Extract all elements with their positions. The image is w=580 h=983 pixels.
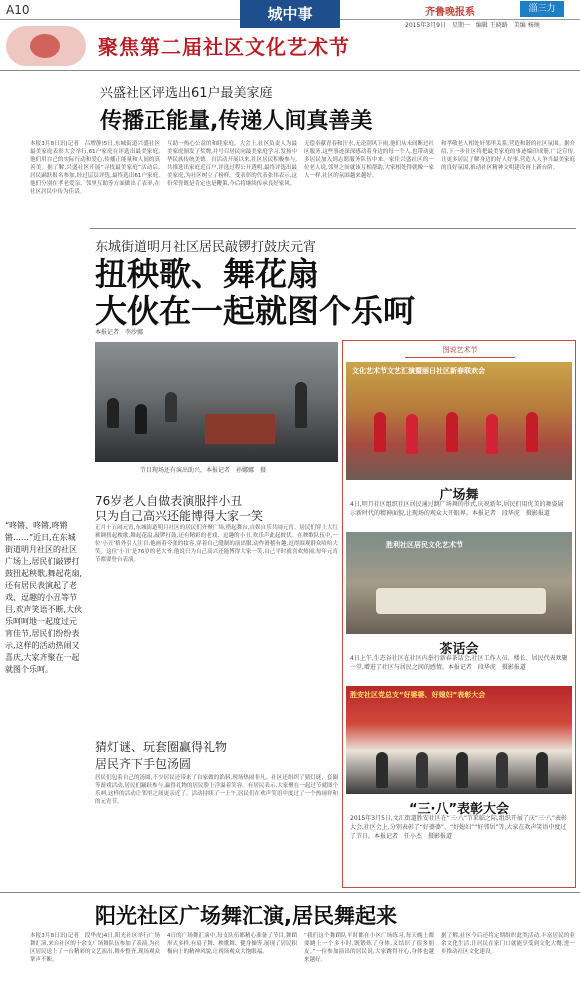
square-dance-photo <box>346 362 572 480</box>
divider <box>90 228 576 229</box>
sidebar-note: “咚锵、咚锵,咚锵锵……”近日,在东城街道明月社区的社区广场上,居民们敲锣打鼓扭起秧歌,舞起花扇,还有居民表演起了老戏、逗趣的小丑等节目,欢声笑语不断,大伙乐呵呵地一起度过元宵佳节,居民们纷纷表示,这样的活动热闹又喜庆,大家齐聚在一起就图个乐呵。 <box>5 521 83 674</box>
band-photo <box>95 342 338 462</box>
tea-party-title: 茶话会 <box>439 642 479 657</box>
page-number: A10 <box>6 3 30 17</box>
story2-headline-line2: 大伙在一起就图个乐呵 <box>95 292 416 330</box>
story3-column: 本报3月8日讯(记者 段华虎)4日,阳光社区举行广场舞汇演,来自社区的十余支广场舞队伍参加了表演,为社区居民送上了一台精彩的文艺演出,舞步整齐,现场观众掌声不断。 <box>30 933 160 963</box>
square-dance-caption: 4日,明月社区组织社区居民通过跳广场舞的形式,庆祝新年,居民们用优美的舞姿展示新时代的精神面貌,让现场的观众大开眼界。本报记者 段华虎 摄影报道 <box>350 501 564 517</box>
paper-tag: 淄三力 <box>520 1 564 17</box>
award-ceremony-photo <box>346 686 572 794</box>
story1-column: 无偿奉献青春和汗水,无论刮风下雨,他们从未间断过社区服务,这些事迹深深感动着身边的每一个人,也带动更多居民加入到志愿服务队伍中来。家住兴盛社区的一位老人说,邻里之间就该互相帮助,大家相处得就像一家人一样,社区的氛围越来越好。 <box>304 141 434 179</box>
story2-headline-line1: 扭秧歌、舞花扇 <box>95 255 320 293</box>
story1-column: 本报3月8日讯(记者 吕增静)5日,东城街道兴盛社区最美家庭表彰大会举行,61户家庭在评选出最美家庭,他们用自己的实际行动和爱心,传播正能量和人间的真善美。据了解,兴盛社区开展“寻找最美家庭”活动后,居民踊跃报名参加,经过层层评选,最终选出61户家庭,他们分别在孝老爱亲、邻里互助等方面做出了表率,在社区居民中传为佳话。 <box>30 141 160 195</box>
story1-column: 和孝敬老人相处好邻里关系,营造和谐的社区氛围。据介绍,下一步社区将把最美家庭的事迹编印成册,广泛宣传,让更多居民了解身边的好人好事,营造人人争当最美家庭的良好氛围,推动社区精神文明建设再上新台阶。 <box>441 141 575 171</box>
divider <box>0 70 580 71</box>
story1-kicker: 兴盛社区评选出61户最美家庭 <box>100 86 273 101</box>
story2-subhead1-line2: 只为自己高兴还能博得大家一笑 <box>95 509 264 523</box>
story2-body1: 正月十五闹元宵,东城街道明月社区的居民们齐聚广场,搭起舞台,自娱自乐共闹元宵。居民们穿上大红裤绸扭起秧歌,舞起花扇,敲锣打鼓,还有精彩的老戏、逗趣的小丑,欢乐声此起彼伏。在秧歌队伍中,一位‘小丑’格外引人注目,他画着夸张的妆容,穿着自己缝制的演出服,动作滑稽有趣,逗得围观群众哈哈大笑。这位‘小丑’是76岁的老大爷,他说只为自己高兴还能博得大家一笑,自己平时就喜欢热闹,每年元宵节都要登台表演。 <box>95 525 338 563</box>
square-dance-title: 广场舞 <box>439 488 479 503</box>
paper-name <box>425 3 475 18</box>
story3-column: 4日的广场舞汇演中,每支队伍都精心准备了节目,舞蹈形式多样,有扇子舞、秧歌舞、健身操等,展现了居民积极向上的精神风貌,让现场观众大饱眼福。 <box>167 933 297 955</box>
dateline: 2015年3月9日 星期一 编辑 王晓路 美编 杨琬 <box>405 22 540 29</box>
section-title: 城中事 <box>240 0 340 28</box>
paper-suffix: 系 <box>465 7 475 18</box>
story2-byline: 本报记者 李沙娜 <box>95 329 144 336</box>
festival-logo-mark-icon <box>30 34 60 58</box>
story2-subhead1-line1: 76岁老人自做表演服拌小丑 <box>95 494 243 508</box>
award-ceremony-caption: 2015年3月5日,文汇街道胜安社区在“三·八”节来临之际,组织开展了庆“三·八”表彰大会,社区会上,分别表彰了“好婆婆”、“好媳妇”“好邻居”等,大家在欢声笑语中度过了节日。本报记者 任小杰 摄影报道 <box>350 815 567 840</box>
story1-headline: 传播正能量,传递人间真善美 <box>100 109 373 134</box>
paper-name-text: 齐鲁晚报 <box>425 7 465 18</box>
tea-party-caption: 4日上午,生态谷社区在社区内举行新春茶话会,社区工作人员、楼长、居民代表欢聚一堂,增进了社区与居民之间的感情。本报记者 段华虎 摄影报道 <box>350 655 568 671</box>
story3-column: “我们这个舞蹈队平时都在小区广场练习,每天晚上都要跳上一个多小时,既锻炼了身体,又结识了很多朋友。”一位参加演出的居民说,大家跳得开心,身体也越来越好。 <box>304 933 434 963</box>
award-ceremony-title: “三·八”表彰大会 <box>408 802 510 817</box>
story2-subhead2-line1: 猜灯谜、玩套圈赢得礼物 <box>95 740 228 754</box>
photo-banner-text: 胜安社区党总支“好婆婆、好媳妇”表彰大会 <box>350 691 486 699</box>
band-photo-caption: 节目现场还有演出助兴。本报记者 孙娜娜 摄 <box>140 467 267 474</box>
story1-column: 互助一热心公益的和睦家庭。大会上,社区负责人为最美家庭颁发了奖牌,并号召居民向最美家庭学习,发扬中华民族传统美德。自活动开展以来,社区居民积极参与,共推选出家庭近百户,评选过程公开透明,最终评选出最美家庭,为社区树立了榜样。受表彰的代表张伟表示,这份荣誉既是肯定也是鞭策,今后将继续传承良好家风。 <box>167 141 297 187</box>
story3-headline: 阳光社区广场舞汇演,居民舞起来 <box>95 904 397 928</box>
banner-title: 聚焦第二届社区文化艺术节 <box>98 35 350 59</box>
story2-kicker: 东城街道明月社区居民敲锣打鼓庆元宵 <box>95 240 317 255</box>
photo-banner-text: 胜利社区居民文化艺术节 <box>386 541 463 549</box>
tea-party-photo <box>346 532 572 634</box>
photo-banner-text: 文化艺术节文艺汇演暨丽日社区新春联欢会 <box>352 367 485 375</box>
divider <box>0 892 580 893</box>
festival-box-title: 图说艺术节 <box>405 345 515 358</box>
story2-body2: 居民们包着自己的汤圆,不少居民还带来了自家做的馅料,现场热闹非凡。社区还组织了猜灯谜、套圈等游戏活动,居民们踊跃参与,赢得礼物的居民脸上洋溢着笑容。有居民表示,大家聚在一起过节就图个乐呵,这样的活动让邻里之间更亲近了。活动持续了一上午,居民们在欢声笑语中度过了一个热闹祥和的元宵节。 <box>95 775 338 805</box>
story3-column: 据了解,社区今后还将定期组织此类活动,丰富居民的业余文化生活,让居民在家门口就能享受到文化大餐,进一步推动社区文化建设。 <box>441 933 575 955</box>
story2-subhead2-line2: 居民齐下手包汤圆 <box>95 757 192 771</box>
